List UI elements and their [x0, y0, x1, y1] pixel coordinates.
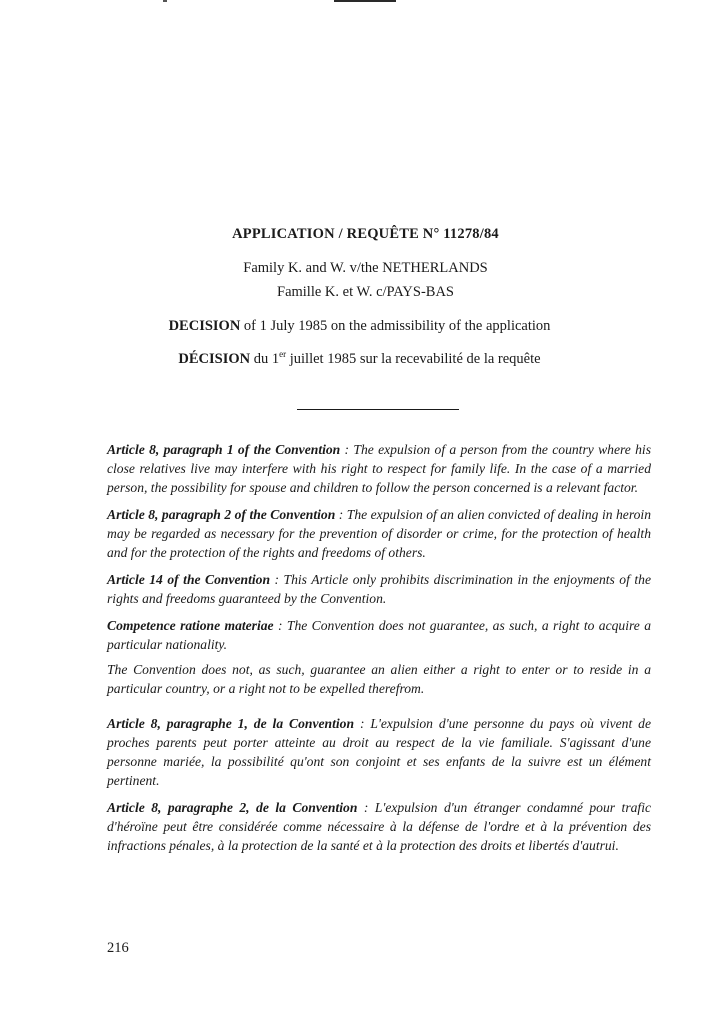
summary-paragraph	[107, 798, 651, 855]
paragraph-text: : The expulsion of an alien convicted of dealing in heroin may be regarded as necessary for the prevention of disorder or crime, for the protection of health and for the protection of the rights and freedoms of others.	[107, 507, 652, 560]
paragraph-heading: Article 14 of the Convention	[107, 572, 270, 587]
decision-french-text-b: juillet 1985 sur la recevabilité de la requête	[286, 350, 541, 367]
decision-french-text-a: du 1	[250, 350, 280, 367]
paragraph-text: : L'expulsion d'un étranger condamné pour trafic d'héroïne peut être considérée comme nécessaire à la défense de l'ordre et à la prévention des infractions pénales, à la protection de la santé et à la protection des droits et libertés d'autrui.	[107, 800, 651, 853]
paragraph-text: : The Convention does not guarantee, as such, a right to acquire a particular nationality.	[107, 618, 651, 652]
paragraph-text: The Convention does not, as such, guarantee an alien either a right to enter or to reside in a particular country, or a right not to be expelled therefrom.	[107, 662, 651, 696]
paragraph-text: : This Article only prohibits discrimination in the enjoyments of the rights and freedoms guaranteed by the Convention.	[107, 572, 651, 606]
summary-paragraph	[107, 570, 651, 608]
decision-french	[0, 344, 701, 367]
document-header	[0, 224, 701, 367]
separator-rule	[297, 409, 459, 410]
scan-mark-small	[163, 0, 167, 2]
decision-french-superscript: er	[279, 349, 287, 359]
parties-french: Famille K. et W. c/PAYS-BAS	[277, 284, 454, 300]
scan-mark-top	[334, 0, 396, 2]
paragraph-text: : L'expulsion d'une personne du pays où vivent de proches parents peut porter atteinte au droit au respect de la vie familiale. S'agissant d'une personne mariée, la possibilité qu'ont son conjoint et ses enfants de la suivre est un élément pertinent.	[107, 716, 652, 788]
paragraph-text: : The expulsion of a person from the country where his close relatives live may interfere with his right to respect for family life. In the case of a married person, the possibility for spouse and children to follow the person concerned is a relevant factor.	[107, 442, 651, 495]
decision-english-label: DECISION	[168, 318, 241, 334]
summary-paragraph	[107, 616, 651, 654]
summary-body	[107, 440, 651, 863]
summary-paragraph	[107, 440, 651, 497]
application-title: APPLICATION / REQUÊTE N° 11278/84	[232, 226, 499, 242]
summary-paragraph	[107, 714, 651, 790]
paragraph-heading: Article 8, paragraph 2 of the Convention	[107, 507, 336, 522]
decision-french-label: DÉCISION	[178, 350, 251, 367]
decision-english-text: of 1 July 1985 on the admissibility of the application	[240, 318, 551, 334]
decision-english	[0, 316, 701, 336]
page-number: 216	[107, 940, 129, 956]
summary-paragraph	[107, 505, 651, 562]
paragraph-heading: Competence ratione materiae	[107, 618, 274, 633]
paragraph-heading: Article 8, paragraphe 2, de la Convention	[107, 800, 358, 815]
parties-english: Family K. and W. v/the NETHERLANDS	[243, 260, 488, 276]
summary-paragraph	[107, 660, 651, 698]
paragraph-heading: Article 8, paragraph 1 of the Convention	[107, 442, 341, 457]
paragraph-heading: Article 8, paragraphe 1, de la Convention	[107, 716, 355, 731]
